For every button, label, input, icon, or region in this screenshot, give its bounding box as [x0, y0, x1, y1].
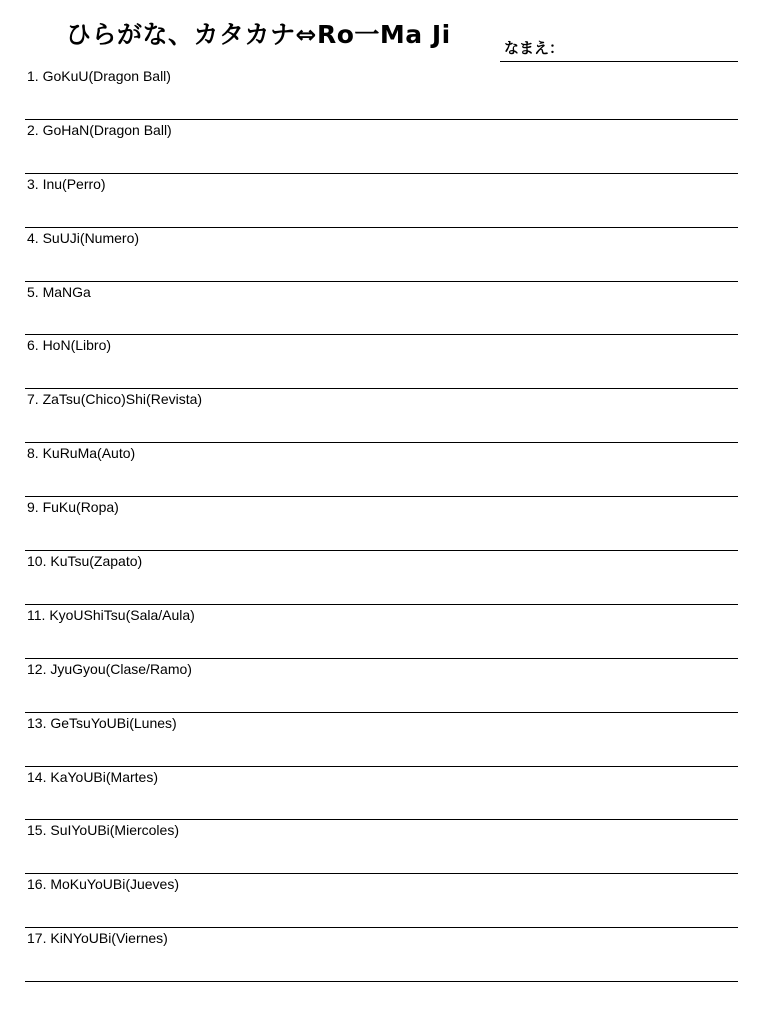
- exercise-row: [25, 282, 738, 336]
- exercise-label: 5. MaNGa: [27, 283, 91, 300]
- exercise-row: [25, 120, 738, 174]
- exercise-label: 9. FuKu(Ropa): [27, 499, 119, 516]
- name-answer-line: [500, 61, 738, 62]
- exercise-row: [25, 605, 738, 659]
- exercise-row: [25, 443, 738, 497]
- exercise-row: [25, 928, 738, 982]
- exercise-row: [25, 767, 738, 821]
- exercise-label: 17. KiNYoUBi(Viernes): [27, 930, 168, 947]
- exercise-label: 8. KuRuMa(Auto): [27, 445, 136, 462]
- exercise-label: 1. GoKuU(Dragon Ball): [27, 68, 171, 84]
- exercise-label: 4. SuUJi(Numero): [27, 229, 140, 246]
- exercise-row: [25, 551, 738, 605]
- exercise-list: [25, 66, 738, 982]
- exercise-label: 7. ZaTsu(Chico)Shi(Revista): [27, 391, 203, 408]
- exercise-row: [25, 497, 738, 551]
- exercise-row: [25, 659, 738, 713]
- exercise-label: 13. GeTsuYoUBi(Lunes): [27, 714, 177, 731]
- exercise-label: 2. GoHaN(Dragon Ball): [27, 121, 172, 138]
- exercise-row: [25, 389, 738, 443]
- exercise-row: [25, 713, 738, 767]
- exercise-label: 3. Inu(Perro): [27, 175, 106, 192]
- exercise-label: 16. MoKuYoUBi(Jueves): [27, 876, 180, 893]
- exercise-row: [25, 335, 738, 389]
- exercise-row: [25, 874, 738, 928]
- exercise-row: [25, 66, 738, 120]
- exercise-label: 11. KyoUShiTsu(Sala/Aula): [27, 606, 195, 623]
- worksheet-title: ひらがな、カタカナ⇔Ro一Ma Ji: [66, 20, 451, 49]
- exercise-row: [25, 174, 738, 228]
- exercise-label: 14. KaYoUBi(Martes): [27, 768, 158, 785]
- exercise-label: 15. SuIYoUBi(Miercoles): [27, 822, 179, 839]
- name-label: なまえ：: [504, 39, 565, 57]
- exercise-label: 10. KuTsu(Zapato): [27, 553, 143, 570]
- exercise-label: 12. JyuGyou(Clase/Ramo): [27, 660, 192, 677]
- exercise-row: [25, 228, 738, 282]
- exercise-label: 6. HoN(Libro): [27, 337, 112, 354]
- exercise-row: [25, 820, 738, 874]
